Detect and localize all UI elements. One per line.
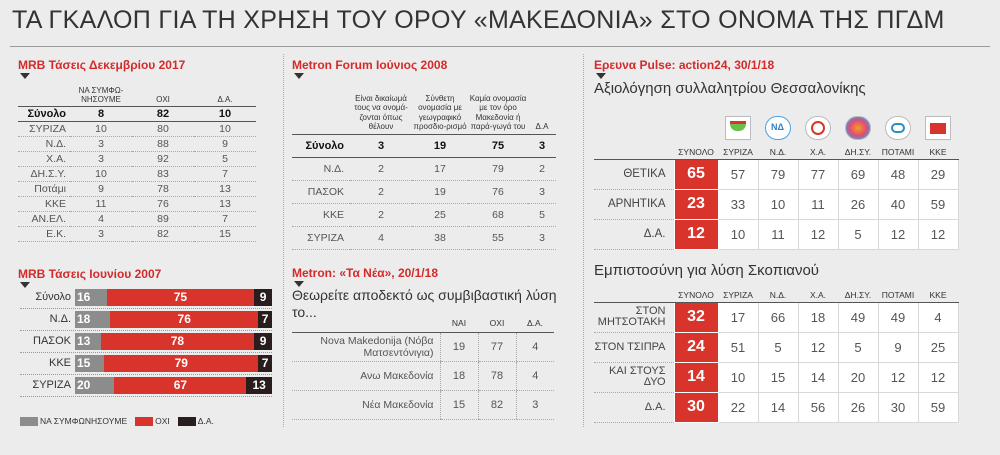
table-cell: 19	[440, 332, 478, 361]
syriza-logo-icon	[725, 116, 751, 140]
table-cell: 88	[132, 136, 194, 151]
column-header: Δ.Α	[535, 122, 549, 131]
table-cell: 5	[528, 203, 556, 226]
row-label: ΚΚΕ	[292, 203, 350, 226]
column-header: ΣΥΡΙΖΑ	[718, 289, 758, 302]
metronNea-question: Θεωρείτε αποδεκτό ως συμβιβαστική λύση το...	[292, 287, 557, 320]
bar-label: Ν.Δ.	[49, 313, 71, 325]
bar-segment-agree: 16	[75, 289, 107, 306]
bar-segment-agree: 15	[75, 355, 104, 372]
table-cell: 17	[412, 157, 468, 180]
table-row	[18, 151, 256, 166]
total-cell: 14	[674, 362, 718, 392]
table-cell: 10	[194, 106, 256, 121]
title-divider	[10, 46, 990, 47]
table-cell: 12	[798, 219, 838, 249]
table-row	[292, 203, 556, 226]
table-cell: 9	[878, 332, 918, 362]
bar-segment-agree: 18	[75, 311, 110, 328]
column-header: ΠΟΤΑΜΙ	[878, 146, 918, 159]
column-header: ΔΗ.ΣΥ.	[838, 289, 878, 302]
triangle-marker-icon	[596, 73, 606, 79]
row-label: ΣΤΟΝ ΤΣΙΠΡΑ	[594, 332, 674, 362]
metronNea-table	[292, 314, 554, 420]
table-cell: 3	[528, 226, 556, 249]
table-cell: 78	[478, 361, 516, 390]
row-label: ΣΤΟΝ ΜΗΤΣΟΤΑΚΗ	[594, 302, 674, 332]
table-row	[594, 392, 958, 422]
table-row	[292, 157, 556, 180]
table-row	[18, 121, 256, 136]
row-label: Ποτάμι	[18, 181, 70, 196]
page-title: ΤΑ ΓΚΑΛΟΠ ΓΙΑ ΤΗ ΧΡΗΣΗ ΤΟΥ ΟΡΟΥ «ΜΑΚΕΔΟΝΙΑ» ΣΤΟ ΟΝΟΜΑ ΤΗΣ ΠΓΔΜ	[12, 6, 945, 34]
table-cell: 4	[70, 211, 132, 226]
total-cell: 65	[674, 159, 718, 189]
bar-segment-agree: 20	[75, 377, 114, 394]
table-cell: 7	[194, 211, 256, 226]
column-header: ΠΟΤΑΜΙ	[878, 289, 918, 302]
column-header: ΟΧΙ	[156, 94, 170, 104]
table-cell: 75	[468, 134, 528, 157]
table-cell: 5	[838, 332, 878, 362]
column-header: Σύνθετη ονομασία με γεωγραφικό προσδιο-ρισμό	[413, 93, 467, 131]
table-cell: 66	[758, 302, 798, 332]
table-row	[594, 332, 958, 362]
legend-label: ΟΧΙ	[155, 416, 170, 426]
bar-row	[20, 355, 272, 372]
table-cell: 14	[798, 362, 838, 392]
row-label: Δ.Α.	[594, 392, 674, 422]
bar-segment-no: 76	[110, 311, 258, 328]
row-label: Ν.Δ.	[292, 157, 350, 180]
total-cell: 24	[674, 332, 718, 362]
table-cell: 7	[194, 166, 256, 181]
row-label: Ε.Κ.	[18, 226, 70, 241]
table-cell: 3	[516, 390, 554, 419]
table-row	[594, 159, 958, 189]
table-row	[18, 166, 256, 181]
table-row	[292, 332, 554, 361]
table-cell: 2	[350, 157, 412, 180]
table-cell: 82	[132, 226, 194, 241]
row-label: Νέα Μακεδονία	[292, 390, 440, 419]
table-cell: 13	[194, 196, 256, 211]
table-cell: 25	[918, 332, 958, 362]
metron2008-title: Metron Forum Ιούνιος 2008	[292, 58, 448, 72]
column-header: Δ.Α.	[217, 94, 233, 104]
table-cell: 38	[412, 226, 468, 249]
table-cell: 17	[718, 302, 758, 332]
table-row	[18, 196, 256, 211]
table-cell: 69	[838, 159, 878, 189]
table-cell: 3	[70, 151, 132, 166]
bar-segment-no: 79	[104, 355, 258, 372]
table-row	[292, 134, 556, 157]
table-cell: 2	[528, 157, 556, 180]
table-cell: 11	[798, 189, 838, 219]
column-header: Ν.Δ.	[758, 146, 798, 159]
table-cell: 4	[350, 226, 412, 249]
row-label: Σύνολο	[18, 106, 70, 121]
column-header: Χ.Α.	[798, 146, 838, 159]
table-cell: 92	[132, 151, 194, 166]
table-row	[18, 181, 256, 196]
table-cell: 49	[878, 302, 918, 332]
total-cell: 32	[674, 302, 718, 332]
row-label: ΘΕΤΙΚΑ	[594, 159, 674, 189]
table-row	[594, 362, 958, 392]
column-header: ΔΗ.ΣΥ.	[838, 146, 878, 159]
pulse-rally-table	[594, 116, 959, 250]
bar-label: ΣΥΡΙΖΑ	[32, 379, 71, 391]
column-header: Χ.Α.	[798, 289, 838, 302]
table-row	[18, 136, 256, 151]
row-label: Χ.Α.	[18, 151, 70, 166]
column-header: ΚΚΕ	[918, 146, 958, 159]
column-header: ΝΑΙ	[440, 314, 478, 332]
table-cell: 15	[194, 226, 256, 241]
table-row	[594, 219, 958, 249]
legend-label: Δ.Α.	[197, 416, 214, 426]
table-row	[18, 106, 256, 121]
table-cell: 18	[798, 302, 838, 332]
table-cell: 10	[758, 189, 798, 219]
table-row	[292, 361, 554, 390]
table-cell: 15	[440, 390, 478, 419]
table-cell: 10	[70, 166, 132, 181]
table-cell: 12	[918, 219, 958, 249]
table-cell: 12	[878, 219, 918, 249]
table-cell: 20	[838, 362, 878, 392]
column-header: Ν.Δ.	[758, 289, 798, 302]
table-cell: 15	[758, 362, 798, 392]
table-cell: 82	[132, 106, 194, 121]
table-cell: 11	[758, 219, 798, 249]
mrb2007-title: MRB Τάσεις Ιουνίου 2007	[18, 267, 162, 281]
potami-logo-icon	[885, 116, 911, 140]
table-cell: 2	[350, 203, 412, 226]
total-cell: 12	[674, 219, 718, 249]
table-row	[18, 211, 256, 226]
table-cell: 49	[838, 302, 878, 332]
table-cell: 30	[878, 392, 918, 422]
column-header: ΣΥΡΙΖΑ	[718, 146, 758, 159]
table-cell: 79	[758, 159, 798, 189]
table-cell: 14	[758, 392, 798, 422]
table-cell: 10	[194, 121, 256, 136]
mrb2007-legend	[20, 416, 214, 426]
table-cell: 22	[718, 392, 758, 422]
table-cell: 26	[838, 392, 878, 422]
row-divider	[20, 352, 272, 353]
pulse-rally-title: Αξιολόγηση συλλαλητρίου Θεσσαλονίκης	[594, 80, 866, 97]
triangle-marker-icon	[20, 282, 30, 288]
table-row	[18, 226, 256, 241]
bar-segment-no: 78	[101, 333, 255, 350]
metron2008-table	[292, 76, 556, 250]
table-cell: 4	[918, 302, 958, 332]
pulse-title: Ερευνα Pulse: action24, 30/1/18	[594, 58, 775, 72]
table-cell: 12	[798, 332, 838, 362]
table-cell: 10	[718, 219, 758, 249]
column-header: Είναι δικαίωμά τους να ονομά-ζονται όπως θέλουν	[354, 93, 408, 131]
row-divider	[20, 330, 272, 331]
table-cell: 10	[718, 362, 758, 392]
bar-segment-dk: 7	[258, 311, 272, 328]
bar-segment-dk: 9	[254, 333, 272, 350]
column-header: ΚΚΕ	[918, 289, 958, 302]
table-row	[292, 180, 556, 203]
bar-row	[20, 377, 272, 394]
table-cell: 5	[194, 151, 256, 166]
table-cell: 12	[918, 362, 958, 392]
bar-label: Σύνολο	[35, 291, 71, 303]
table-cell: 77	[798, 159, 838, 189]
table-cell: 59	[918, 189, 958, 219]
column-header: ΣΥΝΟΛΟ	[674, 146, 718, 159]
bar-segment-agree: 13	[75, 333, 101, 350]
column-header: ΟΧΙ	[478, 314, 516, 332]
column-header: ΣΥΝΟΛΟ	[674, 289, 718, 302]
table-cell: 59	[918, 392, 958, 422]
table-cell: 76	[132, 196, 194, 211]
table-cell: 78	[132, 181, 194, 196]
row-label: Σύνολο	[292, 134, 350, 157]
table-cell: 89	[132, 211, 194, 226]
table-cell: 9	[194, 136, 256, 151]
table-cell: 83	[132, 166, 194, 181]
table-cell: 5	[758, 332, 798, 362]
bar-row	[20, 333, 272, 350]
mrb2017-title: MRB Τάσεις Δεκεμβρίου 2017	[18, 58, 186, 72]
column-header: Καμία ονομασία με τον όρο Μακεδονία ή παρά-γωγά του	[469, 93, 527, 131]
row-label: ΑΡΝΗΤΙΚΑ	[594, 189, 674, 219]
table-row	[292, 226, 556, 249]
table-cell: 3	[528, 180, 556, 203]
table-row	[292, 390, 554, 419]
table-cell: 8	[70, 106, 132, 121]
bar-segment-dk: 13	[246, 377, 272, 394]
pulse-trust-table	[594, 289, 959, 423]
table-cell: 11	[70, 196, 132, 211]
row-label: ΣΥΡΙΖΑ	[292, 226, 350, 249]
column-divider	[583, 54, 584, 427]
table-cell: 57	[718, 159, 758, 189]
bar-label: ΚΚΕ	[48, 357, 71, 369]
table-cell: 18	[440, 361, 478, 390]
bar-label: ΠΑΣΟΚ	[33, 335, 71, 347]
total-cell: 30	[674, 392, 718, 422]
table-cell: 3	[350, 134, 412, 157]
row-divider	[20, 374, 272, 375]
table-cell: 12	[878, 362, 918, 392]
row-label: Ανω Μακεδονία	[292, 361, 440, 390]
column-header: ΝΑ ΣΥΜΦΩ-ΝΗΣΟΥΜΕ	[78, 85, 124, 104]
row-label: ΔΗ.Σ.Υ.	[18, 166, 70, 181]
legend-label: ΝΑ ΣΥΜΦΩΝΗΣΟΥΜΕ	[40, 416, 128, 426]
table-cell: 80	[132, 121, 194, 136]
table-cell: 77	[478, 332, 516, 361]
nd-logo-icon: ΝΔ	[765, 116, 791, 140]
table-cell: 68	[468, 203, 528, 226]
table-cell: 56	[798, 392, 838, 422]
table-cell: 5	[838, 219, 878, 249]
row-label: ΑΝ.ΕΛ.	[18, 211, 70, 226]
table-cell: 3	[528, 134, 556, 157]
table-cell: 51	[718, 332, 758, 362]
row-label: Ν.Δ.	[18, 136, 70, 151]
mrb2017-table	[18, 78, 256, 242]
row-label: ΠΑΣΟΚ	[292, 180, 350, 203]
table-cell: 4	[516, 332, 554, 361]
pulse-trust-title: Εμπιστοσύνη για λύση Σκοπιανού	[594, 262, 820, 279]
table-cell: 79	[468, 157, 528, 180]
row-label: ΣΥΡΙΖΑ	[18, 121, 70, 136]
table-cell: 29	[918, 159, 958, 189]
bar-segment-no: 75	[107, 289, 255, 306]
bar-segment-dk: 7	[258, 355, 272, 372]
legend-swatch	[20, 417, 38, 426]
row-label: Δ.Α.	[594, 219, 674, 249]
row-label: Nova Makedonija (Νόβα Ματσεντόνιγια)	[292, 332, 440, 361]
row-label: ΚΚΕ	[18, 196, 70, 211]
table-cell: 3	[70, 226, 132, 241]
table-cell: 33	[718, 189, 758, 219]
table-cell: 55	[468, 226, 528, 249]
column-header: Δ.Α.	[516, 314, 554, 332]
dhsy-logo-icon	[845, 116, 871, 140]
column-divider	[283, 54, 284, 427]
bar-segment-dk: 9	[254, 289, 272, 306]
metronNea-title: Metron: «Τα Νέα», 20/1/18	[292, 266, 438, 280]
table-cell: 9	[70, 181, 132, 196]
table-cell: 19	[412, 134, 468, 157]
xa-logo-icon	[805, 116, 831, 140]
table-cell: 3	[70, 136, 132, 151]
legend-swatch	[178, 417, 196, 426]
bar-row	[20, 289, 272, 306]
table-cell: 19	[412, 180, 468, 203]
legend-swatch	[135, 417, 153, 426]
total-cell: 23	[674, 189, 718, 219]
table-row	[594, 302, 958, 332]
bar-row	[20, 311, 272, 328]
table-cell: 40	[878, 189, 918, 219]
row-divider	[20, 396, 272, 397]
row-label: ΚΑΙ ΣΤΟΥΣ ΔΥΟ	[594, 362, 674, 392]
row-divider	[20, 308, 272, 309]
table-row	[594, 189, 958, 219]
kke-logo-icon	[925, 116, 951, 140]
table-cell: 4	[516, 361, 554, 390]
table-cell: 10	[70, 121, 132, 136]
bar-segment-no: 67	[114, 377, 246, 394]
table-cell: 25	[412, 203, 468, 226]
table-cell: 82	[478, 390, 516, 419]
table-cell: 76	[468, 180, 528, 203]
table-cell: 26	[838, 189, 878, 219]
table-cell: 2	[350, 180, 412, 203]
table-cell: 48	[878, 159, 918, 189]
table-cell: 13	[194, 181, 256, 196]
